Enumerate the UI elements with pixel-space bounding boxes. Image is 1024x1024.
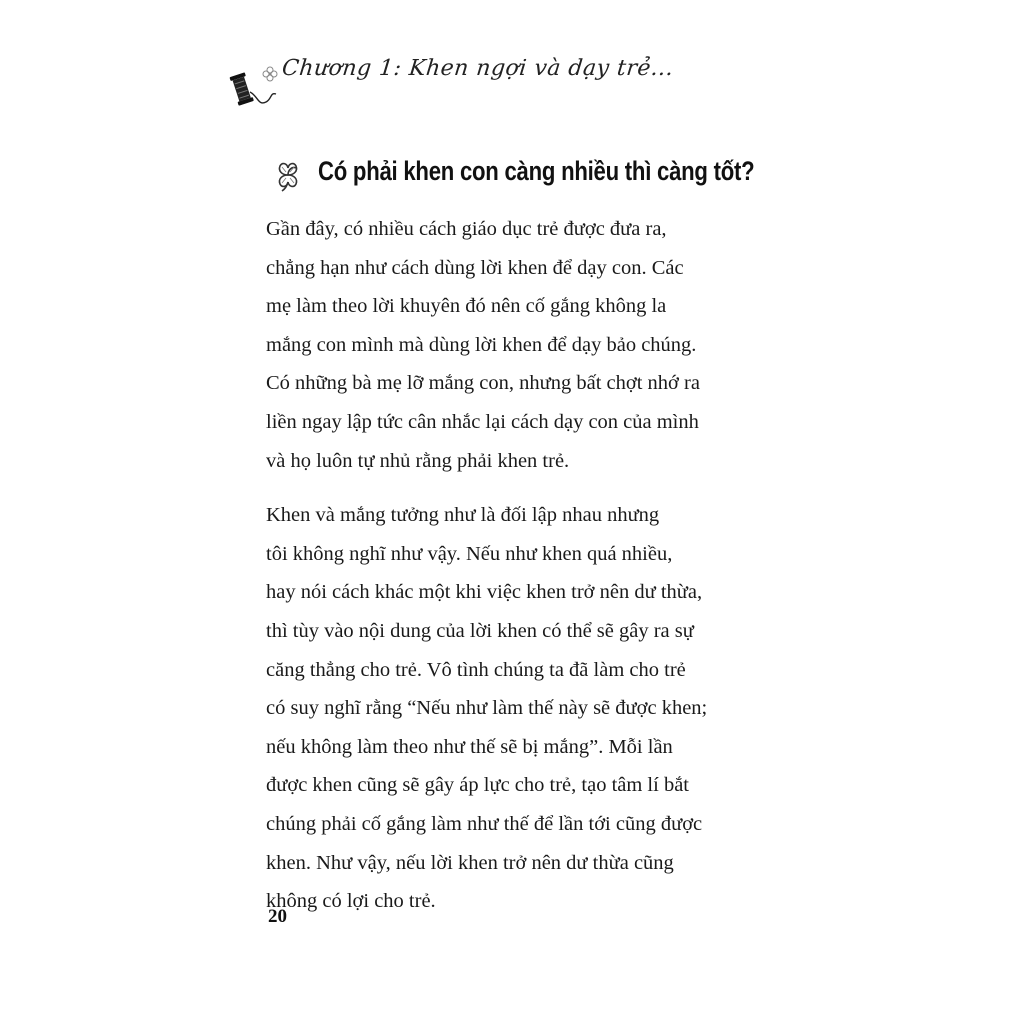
section-heading-text: Có phải khen con càng nhiều thì càng tốt? [318,156,755,186]
clover-icon [270,158,306,194]
paragraph-1: Gần đây, có nhiều cách giáo dục trẻ được đưa ra, chẳng hạn như cách dùng lời khen để dạy con. Các mẹ làm theo lời khuyên đó nên cố gắng không la mắng con mình mà dùng lời khen để dạy bảo chúng. Có những bà mẹ lỡ mắng con, nhưng bất chợt nhớ ra liền ngay lập tức cân nhắc lại cách dạy con của mình và họ luôn tự nhủ rằng phải khen trẻ. [266,218,700,472]
flower-icon [262,66,278,82]
paragraph-2: Khen và mắng tưởng như là đối lập nhau nhưng tôi không nghĩ như vậy. Nếu như khen quá nhiều, hay nói cách khác một khi việc khen trở nên dư thừa, thì tùy vào nội dung của lời khen có thể sẽ gây ra sự căng thẳng cho trẻ. Vô tình chúng ta đã làm cho trẻ có suy nghĩ rằng “Nếu như làm thế này sẽ được khen; nếu không làm theo như thế sẽ bị mắng”. Mỗi lần được khen cũng sẽ gây áp lực cho trẻ, tạo tâm lí bắt chúng phải cố gắng làm như thế để lần tới cũng được khen. Như vậy, nếu lời khen trở nên dư thừa cũng không có lợi cho trẻ. [266,504,708,913]
section-heading [270,150,770,200]
page-number: 20 [268,906,287,927]
running-header [228,52,675,112]
body-text [266,210,760,921]
running-header-title: Chương 1: Khen ngợi và dạy trẻ... [280,56,675,81]
